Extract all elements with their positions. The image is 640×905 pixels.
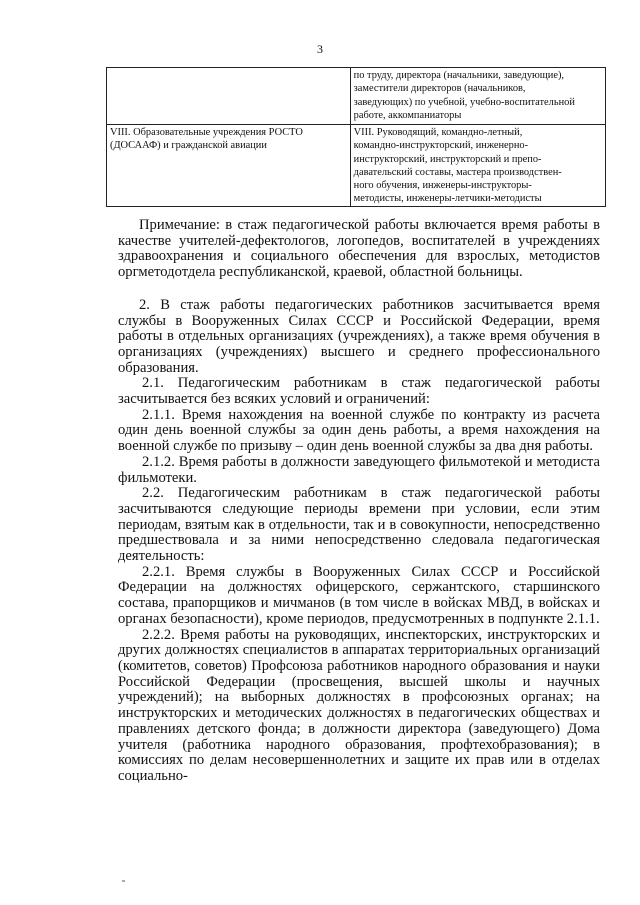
table-cell-line: заведующих) по учебной, учебно-воспитательной [353,96,575,108]
table-cell-line: методисты, инженеры-летчики-методисты [353,193,542,205]
table-row [107,68,606,125]
paragraph-2-1-1: 2.1.1. Время нахождения на военной службе по контракту из расчета один день военной службы за один день работы, а время нахождения на военной службе по призыву – один день военной службы за два дня работы. [118,406,600,455]
table-cell-line: давательский составы, мастера производствен- [353,166,562,178]
table-cell-line: (ДОСААФ) и гражданской авиации [110,140,267,152]
document-body [118,218,600,785]
staff-table [106,67,606,207]
table-cell-line: VIII. Образовательные учреждения РОСТО [110,127,303,138]
paragraph-2-1-2: 2.1.2. Время работы в должности заведующего фильмотекой и методиста фильмотеки. [118,453,600,486]
table-cell-line: по труду, директора (начальники, заведующие), [353,70,565,81]
table-cell-positions [350,68,605,125]
table-cell-line: командно-инструкторский, инженерно- [353,140,529,152]
table-cell-line: VIII. Руководящий, командно-летный, [353,127,523,138]
table-cell-institution [107,125,351,207]
scan-mark [122,880,125,882]
table-cell-line: ного обучения, инженеры-инструкторы- [353,180,532,192]
note-paragraph: Примечание: в стаж педагогической работы включается время работы в качестве учителей-дефектологов, логопедов, воспитателей в учреждениях здравоохранения и социального обеспечения для взрослых, методистов оргметодотдела республиканской, краевой, областной больницы. [118,217,600,281]
paragraph-2-2-1: 2.2.1. Время службы в Вооруженных Силах СССР и Российской Федерации на должностях офицерского, сержантского, старшинского состава, прапорщиков и мичманов (в том числе в войсках МВД, в войсках и органах безопасности), кроме периодов, предусмотренных в подпункте 2.1.1. [118,563,600,627]
table-cell-line: заместители директоров (начальников, [353,83,526,95]
paragraph-2-2-2: 2.2.2. Время работы на руководящих, инспекторских, инструкторских и других должностях специалистов в аппаратах территориальных организаций (комитетов, советов) Профсоюза работников народного образования и науки Российской Федерации (просвещения, высшей школы и научных учреждений); на выборных должностях в профсоюзных органах; на инструкторских и методических должностях в педагогических обществах и правлениях детского фонда; в должности директора (заведующего) Дома учителя (работника народного образования, профтехобразования); в комиссиях по делам несовершеннолетних и защите их прав или в отделах социально- [118,626,600,784]
paragraph-2-2: 2.2. Педагогическим работникам в стаж педагогической работы засчитываются следующие периоды времени при условии, если этим периодам, взятым как в отдельности, так и в совокупности, непосредственно предшествовала и за ними непосредственно следовала педагогическая деятельность: [118,485,600,565]
table-cell-line: работе, аккомпаниаторы [353,109,462,121]
paragraph-2: 2. В стаж работы педагогических работников засчитывается время службы в Вооруженных Силах СССР и Российской Федерации, время работы в отдельных организациях (учреждениях), а также время обучения в организациях (учреждениях) высшего и среднего профессионального образования. [118,296,600,376]
table-cell-institution [107,68,351,125]
paragraph-2-1: 2.1. Педагогическим работникам в стаж педагогической работы засчитывается без всяких условий и ограничений: [118,375,600,408]
table-row [107,125,606,207]
table-cell-positions [350,125,605,207]
page-number: 3 [317,42,323,56]
table-cell-line: инструкторский, инструкторский и препо- [353,153,542,165]
